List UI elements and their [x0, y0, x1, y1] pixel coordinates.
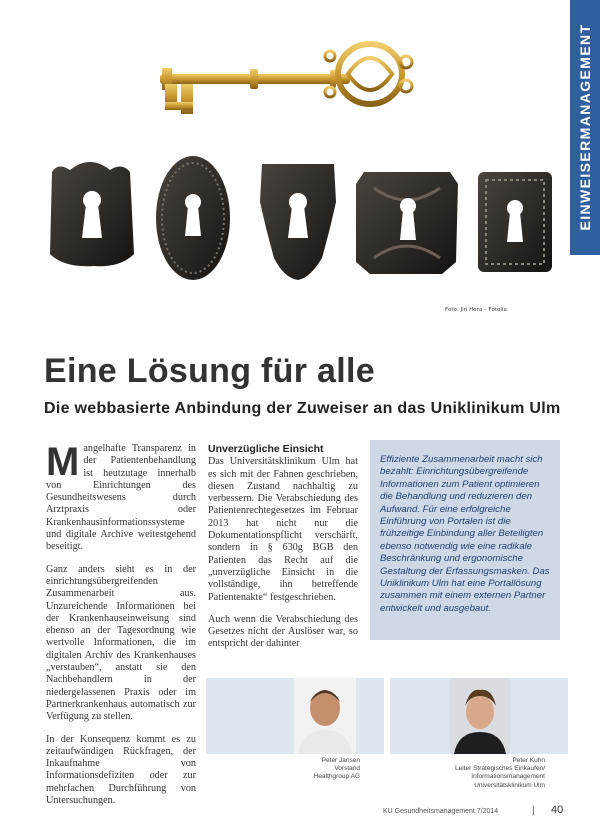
- section-tab-label: EINWEISERMANAGEMENT: [577, 23, 593, 231]
- journal-footer: KU Gesundheitsmanagement 7/2014: [383, 808, 499, 815]
- author-photo-box-2: [390, 678, 568, 754]
- footer-separator: |: [532, 805, 535, 816]
- author-org: Healthgroup AG: [313, 773, 360, 781]
- paragraph: Auch wenn die Verabschiedung des Gesetzes nicht der Auslöser war, so entspricht der dahinter: [208, 613, 358, 650]
- author-photo-box-1: [206, 678, 384, 754]
- author-role: Leiter Strategisches Einkaufen/ Informationsmanagement: [455, 765, 545, 781]
- paragraph: Das Universitätsklinikum Ulm hat es sich mit der Fahnen geschrieben, diesen Zustand nachhaltig zu verbessern. Die Verabschiedung des Patientenrechtegesetzes im Februar 2013 hat nicht nur die Dokumentationspflicht verschärft, sondern in § 630g BGB den Patienten das Recht auf die „unverzügliche Einsicht in die vollständige, ihn betreffende Patientenakte“ festgeschrieben.: [208, 456, 358, 603]
- photo-credit: Foto: Jiri Hera – Fotolia: [445, 307, 507, 313]
- author-org: Universitätsklinikum Ulm: [474, 781, 545, 789]
- author-role: Vorstand: [334, 765, 360, 773]
- drop-cap: M: [46, 440, 80, 484]
- section-heading: Unverzügliche Einsicht: [208, 443, 324, 455]
- article-column-2: [208, 443, 358, 661]
- article-title: Eine Lösung für alle: [44, 352, 375, 390]
- antique-key-image: [160, 44, 412, 114]
- portrait-image-2: [390, 678, 568, 754]
- paragraph-text: angelhafte Transparenz in der Patientenbehandlung ist heutzutage innerhalb von Einrichtungen des Gesundheitswesens durch Arztpraxis oder Krankenhausinformationssysteme und digitale Archive weitestgehend beseitigt.: [46, 443, 196, 553]
- paragraph: Ganz anders sieht es in der einrichtungsübergreifenden Zusammenarbeit aus. Unzureichende Informationen bei der Krankenhauseinweisung sind ebenso an der Tagesordnung wie wertvolle Informationen, die im digitalen Archiv des Krankenhauses „verstauben“, anstatt sie den Nachbehandlern in der niedergelassenen Praxis oder im Partnerkrankenhaus automatisch zur Verfügung zu stellen.: [46, 563, 196, 723]
- author-name: Peter Kuhn: [512, 757, 545, 764]
- paragraph: [46, 440, 196, 554]
- article-column-1: [46, 440, 196, 817]
- paragraph: In der Konsequenz kommt es zu zeitaufwändigen Rückfragen, der Inkaufnahme von Informationsdefiziten oder zur mehrfachen Durchführung von Untersuchungen.: [46, 733, 196, 807]
- escutcheon-plate-3: [260, 164, 336, 280]
- summary-box: [370, 440, 560, 640]
- header-photo: [30, 22, 560, 322]
- portrait-image-1: [206, 678, 384, 754]
- author-name: Peter Jansen: [321, 757, 360, 764]
- article-subtitle: Die webbasierte Anbindung der Zuweiser an das Uniklinikum Ulm: [44, 400, 561, 417]
- escutcheon-plate-5: [478, 172, 552, 272]
- author-caption-1: [230, 757, 360, 782]
- escutcheon-plate-4: [356, 172, 458, 274]
- escutcheon-plate-1: [50, 162, 134, 266]
- page-number: 40: [551, 804, 564, 816]
- escutcheon-plate-2: [156, 156, 230, 280]
- summary-text: Effiziente Zusammenarbeit macht sich bezahlt: Einrichtungsübergreifende Informationen zum Patient optimieren die Behandlung und reduzieren den Aufwand. Für eine erfolgreiche Einführung von Portalen ist die frühzeitige Einbindung aller Beteiligten ebenso notwendig wie eine radikale Beschränkung und ergonomische Gestaltung der Erfassungsmasken. Das Uniklinikum Ulm hat eine Portallösung zusammen mit einem externen Partner entwickelt und ausgebaut.: [380, 454, 550, 614]
- author-caption-2: [400, 757, 545, 790]
